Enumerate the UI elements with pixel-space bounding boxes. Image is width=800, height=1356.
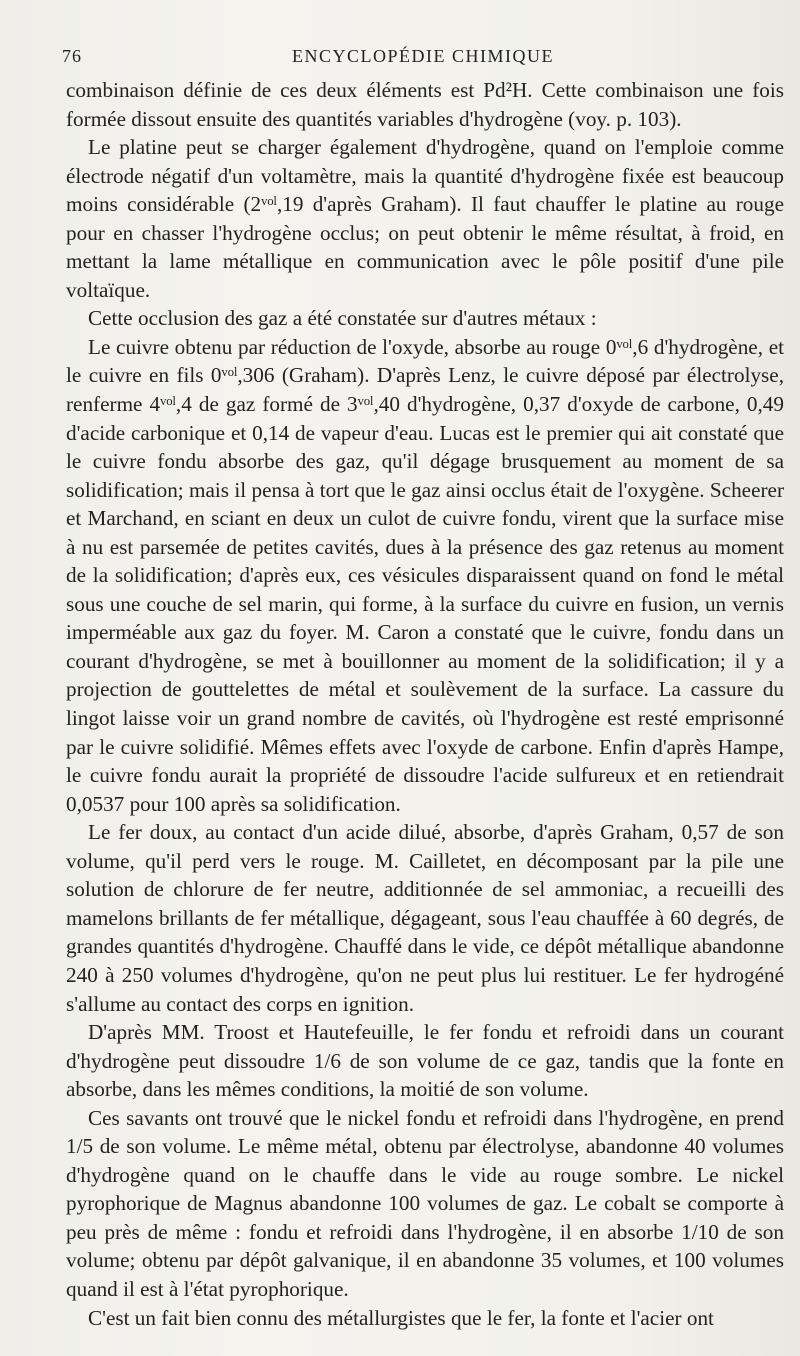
paragraph: combinaison définie de ces deux éléments est Pd²H. Cette combinaison une fois formée dissout ensuite des quantités variables d'hydrogène (voy. p. 103). xyxy=(66,78,784,131)
page-number: 76 xyxy=(62,46,82,66)
paragraph: Le platine peut se charger également d'hydrogène, quand on l'emploie comme électrode négatif d'un voltamètre, mais la quantité d'hydrogène fixée est beaucoup moins considérable (2ᵛᵒˡ,19 d'après Graham). Il faut chauffer le platine au rouge pour en chasser l'hydrogène occlus; on peut obtenir le même résultat, à froid, en mettant la lame métallique en communication avec le pôle positif d'une pile voltaïque. xyxy=(66,135,784,302)
running-header xyxy=(62,46,784,76)
body-text xyxy=(66,76,784,1332)
paragraph: Le cuivre obtenu par réduction de l'oxyde, absorbe au rouge 0ᵛᵒˡ,6 d'hydrogène, et le cuivre en fils 0ᵛᵒˡ,306 (Graham). D'après Lenz, le cuivre déposé par électrolyse, renferme 4ᵛᵒˡ,4 de gaz formé de 3ᵛᵒˡ,40 d'hydrogène, 0,37 d'oxyde de carbone, 0,49 d'acide carbonique et 0,14 de vapeur d'eau. Lucas est le premier qui ait constaté que le cuivre fondu absorbe des gaz, qu'il dégage brusquement au moment de sa solidification; mais il pensa à tort que le gaz ainsi occlus était de l'oxygène. Scheerer et Marchand, en sciant en deux un culot de cuivre fondu, virent que la surface mise à nu est parsemée de petites cavités, dues à la présence des gaz retenus au moment de la solidification; d'après eux, ces vésicules disparaissent quand on fond le métal sous une couche de sel marin, qui forme, à la surface du cuivre en fusion, un vernis imperméable aux gaz du foyer. M. Caron a constaté que le cuivre, fondu dans un courant d'hydrogène, se met à bouillonner au moment de la solidification; il y a projection de gouttelettes de métal et soulèvement de la surface. La cassure du lingot laisse voir un grand nombre de cavités, où l'hydrogène est resté emprisonné par le cuivre solidifié. Mêmes effets avec l'oxyde de carbone. Enfin d'après Hampe, le cuivre fondu aurait la propriété de dissoudre l'acide sulfureux et en retiendrait 0,0537 pour 100 après sa solidification. xyxy=(66,334,784,816)
paragraph: C'est un fait bien connu des métallurgistes que le fer, la fonte et l'acier ont xyxy=(88,1305,714,1330)
paragraph: D'après MM. Troost et Hautefeuille, le fer fondu et refroidi dans un courant d'hydrogène peut dissoudre 1/6 de son volume de ce gaz, tandis que la fonte en absorbe, dans les mêmes conditions, la moitié de son volume. xyxy=(66,1020,784,1102)
paragraph: Ces savants ont trouvé que le nickel fondu et refroidi dans l'hydrogène, en prend 1/5 de son volume. Le même métal, obtenu par électrolyse, abandonne 40 volumes d'hydrogène quand on le chauffe dans le vide au rouge sombre. Le nickel pyrophorique de Magnus abandonne 100 volumes de gaz. Le cobalt se comporte à peu près de même : fondu et refroidi dans l'hydrogène, il en absorbe 1/10 de son volume; obtenu par dépôt galvanique, il en abandonne 35 volumes, et 100 volumes quand il est à l'état pyrophorique. xyxy=(66,1105,784,1301)
header-title: ENCYCLOPÉDIE CHIMIQUE xyxy=(292,46,554,66)
paragraph: Cette occlusion des gaz a été constatée sur d'autres métaux : xyxy=(88,306,597,331)
paragraph: Le fer doux, au contact d'un acide dilué, absorbe, d'après Graham, 0,57 de son volume, qu'il perd vers le rouge. M. Cailletet, en décomposant par la pile une solution de chlorure de fer neutre, additionnée de sel ammoniac, a recueilli des mamelons brillants de fer métallique, dégageant, sous l'eau chauffée à 60 degrés, de grandes quantités d'hydrogène. Chauffé dans le vide, ce dépôt métallique abandonne 240 à 250 volumes d'hydrogène, qu'on ne peut plus lui restituer. Le fer hydrogéné s'allume au contact des corps en ignition. xyxy=(66,820,784,1016)
